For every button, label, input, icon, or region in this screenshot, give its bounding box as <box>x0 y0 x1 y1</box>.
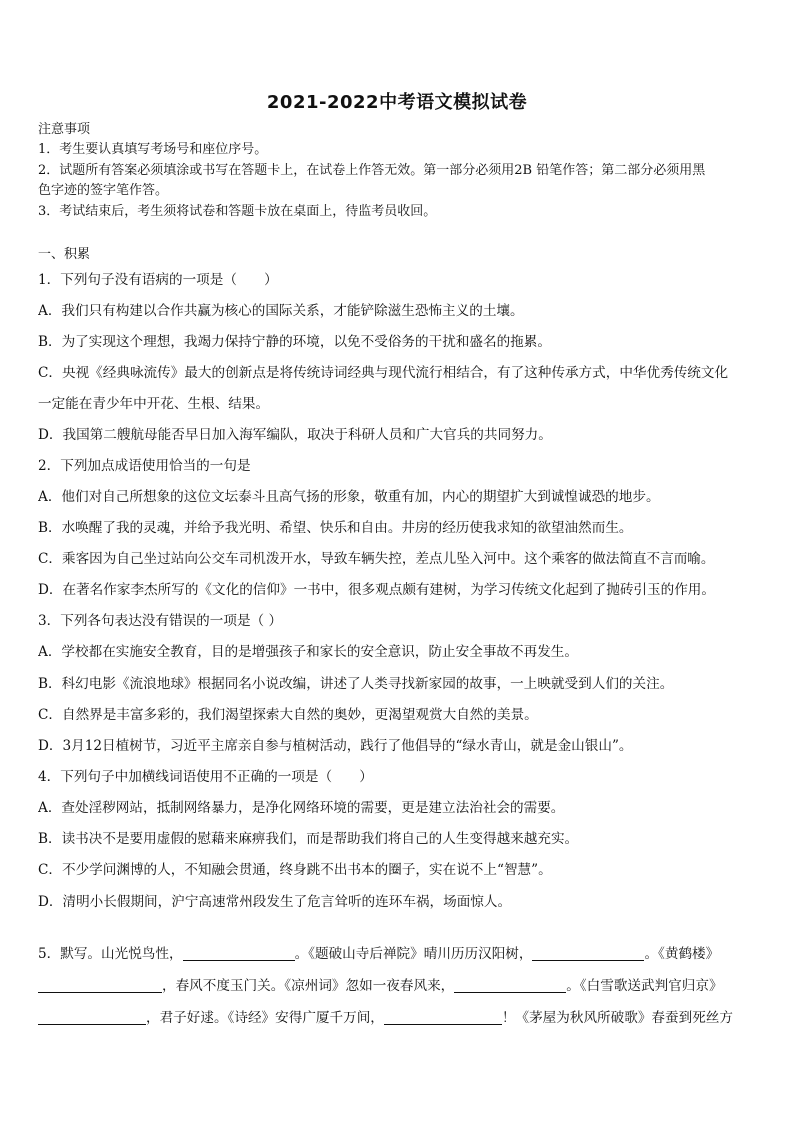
answer-blank[interactable] <box>183 946 295 961</box>
answer-blank[interactable] <box>384 1010 502 1025</box>
q4-stem: 4．下列句子中加横线词语使用不正确的一项是（ ） <box>38 769 373 785</box>
q5-text: 。《题破山寺后禅院》晴川历历汉阳树， <box>294 946 533 962</box>
q5-text: 。《黄鹤楼》 <box>644 946 720 962</box>
q1-option-a: A．我们只有构建以合作共赢为核心的国际关系，才能铲除滋生恐怖主义的土壤。 <box>38 303 524 319</box>
q5-line-1 <box>38 944 760 964</box>
section-heading: 一、积累 <box>38 247 91 262</box>
q3-option-c: C．自然界是丰富多彩的，我们渴望探索大自然的奥妙，更渴望观赏大自然的美景。 <box>38 707 538 723</box>
q3-stem: 3．下列各句表达没有错误的一项是（ ） <box>38 613 283 629</box>
q1-stem: 1．下列句子没有语病的一项是（ ） <box>38 272 278 288</box>
answer-blank[interactable] <box>38 1010 146 1025</box>
notice-item-3: 3．考试结束后，考生须将试卷和答题卡放在桌面上，待监考员收回。 <box>38 204 437 219</box>
q5-line-3 <box>38 1008 760 1028</box>
notice-item-1: 1．考生要认真填写考场号和座位序号。 <box>38 142 268 157</box>
q5-text: ，春风不度玉门关。《凉州词》忽如一夜春风来， <box>162 978 455 994</box>
q2-option-b: B．水唤醒了我的灵魂，并给予我光明、希望、快乐和自由。井房的经历使我求知的欲望油然而生。 <box>38 520 633 536</box>
answer-blank[interactable] <box>532 946 644 961</box>
notice-item-2: 2．试题所有答案必须填涂或书写在答题卡上，在试卷上作答无效。第一部分必须用2B 铅笔作答；第二部分必须用黑 <box>38 163 706 178</box>
q3-option-a: A．学校都在实施安全教育，目的是增强孩子和家长的安全意识，防止安全事故不再发生。 <box>38 644 578 660</box>
notice-item-2-cont: 色字迹的签字笔作答。 <box>38 183 169 198</box>
answer-blank[interactable] <box>454 978 566 993</box>
q5-text: 。《白雪歌送武判官归京》 <box>566 978 723 994</box>
q5-text: ！《茅屋为秋风所破歌》春蚕到死丝方 <box>501 1010 733 1026</box>
q5-text: 5．默写。山光悦鸟性， <box>38 946 183 962</box>
q3-option-b: B．科幻电影《流浪地球》根据同名小说改编，讲述了人类寻找新家园的故事，一上映就受到人们的关注。 <box>38 676 674 692</box>
q2-option-a: A．他们对自己所想象的这位文坛泰斗且高气扬的形象，敬重有加，内心的期望扩大到诚惶诚恐的地步。 <box>38 489 660 505</box>
q1-option-c: C．央视《经典咏流传》最大的创新点是将传统诗词经典与现代流行相结合，有了这种传承方式，中华优秀传统文化 <box>38 365 729 381</box>
q1-option-c-cont: 一定能在青少年中开花、生根、结果。 <box>38 396 270 412</box>
answer-blank[interactable] <box>38 978 162 993</box>
q5-line-2 <box>38 976 760 996</box>
notice-heading: 注意事项 <box>38 122 91 137</box>
q4-option-b: B．读书决不是要用虚假的慰藉来麻痹我们，而是帮助我们将自己的人生变得越来越充实。 <box>38 831 579 847</box>
q1-option-d: D．我国第二艘航母能否早日加入海军编队，取决于科研人员和广大官兵的共同努力。 <box>38 427 552 443</box>
q2-stem: 2．下列加点成语使用恰当的一句是 <box>38 458 251 474</box>
q3-option-d: D．3月12日植树节，习近平主席亲自参与植树活动，践行了他倡导的“绿水青山，就是金山银山”。 <box>38 738 633 754</box>
q4-option-c: C．不少学问渊博的人，不知融会贯通，终身跳不出书本的圈子，实在说不上“智慧”。 <box>38 862 552 878</box>
q4-option-d: D．清明小长假期间，沪宁高速常州段发生了危言耸听的连环车祸，场面惊人。 <box>38 894 512 910</box>
q5-text: ，君子好逑。《诗经》安得广厦千万间， <box>146 1010 384 1026</box>
q2-option-d: D．在著名作家李杰所写的《文化的信仰》一书中，很多观点颇有建树，为学习传统文化起到了抛砖引玉的作用。 <box>38 582 715 598</box>
q2-option-c: C．乘客因为自己坐过站向公交车司机泼开水，导致车辆失控，差点儿坠入河中。这个乘客的做法简直不言而喻。 <box>38 551 715 567</box>
q4-option-a: A．查处淫秽网站，抵制网络暴力，是净化网络环境的需要，更是建立法治社会的需要。 <box>38 800 565 816</box>
page-title: 2021-2022中考语文模拟试卷 <box>266 92 528 113</box>
q1-option-b: B．为了实现这个理想，我竭力保持宁静的环境，以免不受俗务的干扰和盛名的拖累。 <box>38 334 551 350</box>
